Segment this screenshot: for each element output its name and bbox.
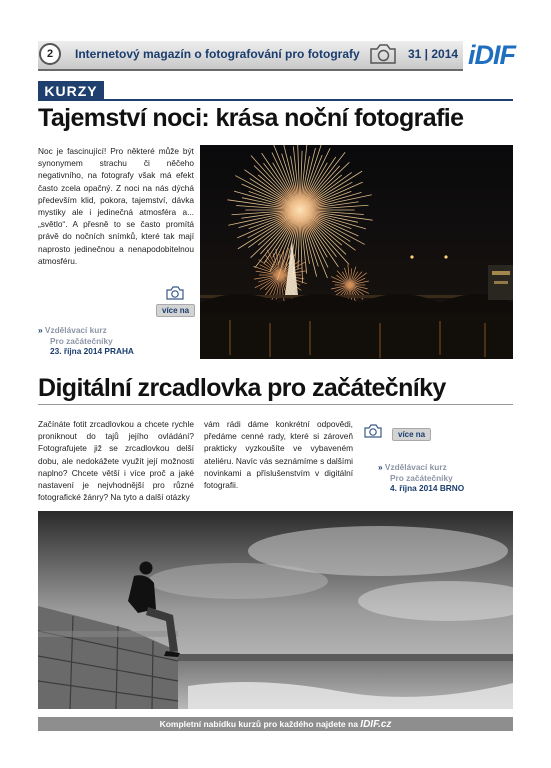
section-label: KURZY bbox=[38, 81, 104, 101]
more-link-button[interactable]: více na bbox=[156, 304, 195, 317]
article2-intro-col2: vám rádi dáme konkrétní odpovědi, předáme cenné rady, které si zároveň prakticky vyzkoušíte ve vybaveném ateliéru. Navíc vás seznámíme s dalšími novinkami a příslušenstvím v digitální fotografii. bbox=[204, 419, 353, 491]
fireworks-photo bbox=[200, 145, 513, 359]
seaside-photo bbox=[38, 511, 513, 709]
issue-number: 31 | 2014 bbox=[408, 47, 459, 61]
footer-bar bbox=[38, 717, 513, 731]
magazine-title: Internetový magazín o fotografování pro fotografy bbox=[75, 47, 360, 61]
page-number: 2 bbox=[39, 43, 61, 65]
arrow-icon: » bbox=[378, 462, 385, 472]
course-date-place: 4. října 2014 BRNO bbox=[390, 483, 465, 493]
section-rule bbox=[104, 99, 513, 101]
camera-icon bbox=[368, 42, 398, 66]
camera-icon bbox=[363, 423, 383, 439]
course-level: Pro začátečníky bbox=[50, 335, 113, 346]
article2-title: Digitální zrcadlovka pro začátečníky bbox=[38, 374, 446, 402]
footer-site-link[interactable]: IDIF.cz bbox=[360, 719, 392, 730]
arrow-icon: » bbox=[38, 325, 45, 335]
divider bbox=[38, 404, 513, 405]
article1-title: Tajemství noci: krása noční fotografie bbox=[38, 104, 464, 132]
course-level: Pro začátečníky bbox=[390, 472, 453, 483]
course-type: Vzdělávací kurz bbox=[384, 462, 447, 472]
course-info bbox=[38, 325, 134, 357]
article2-intro-col1: Začínáte fotit zrcadlovkou a chcete rychle proniknout do tajů jejího ovládání? Fotografujete již se zrcadlovkou delší dobu, ale nedokážete využít její možnosti naplno? Chcete větší i více proč a jaké nastavení je nejvhodnější pro různé fotografické žánry? Na tyto a další otázky bbox=[38, 419, 194, 503]
camera-icon bbox=[165, 285, 185, 301]
course-date-place: 23. října 2014 PRAHA bbox=[50, 346, 134, 356]
idif-logo: iDIF bbox=[468, 40, 515, 70]
article1-intro: Noc je fascinující! Pro některé může být synonymem strachu či něčeho negativního, na fotografy však má efekt často zcela opačný. Z noci na nás dýchá především klid, pokora, tajemství, dávka mystiky ale i jedinečná atmosféra a... „světlo“. A přesně to se často promítá právě do nočních snímků, které tak mají naprosto jedinečnou a nenapodobitelnou atmosféru. bbox=[38, 146, 194, 266]
course-type: Vzdělávací kurz bbox=[44, 325, 107, 335]
more-link-button[interactable]: více na bbox=[392, 428, 431, 441]
course-info bbox=[378, 462, 464, 494]
footer-text: Kompletní nabídku kurzů pro každého najdete na bbox=[159, 719, 358, 729]
